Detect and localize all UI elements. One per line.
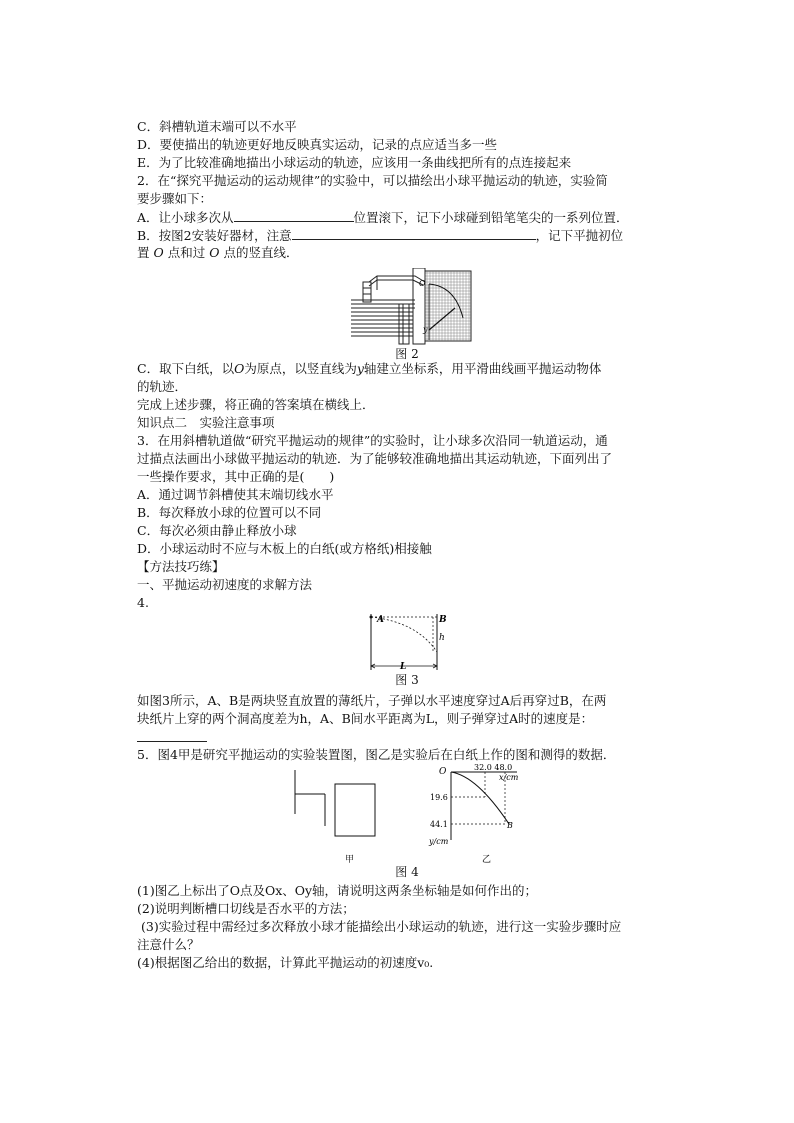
q2-step-c-mid: 为原点，以竖直线为 (244, 361, 357, 376)
q2-step-b-line2-prefix: 置 (137, 245, 150, 260)
q2-step-b-line2 (137, 244, 677, 262)
fig4-y-tick-2: 44.1 (430, 820, 448, 829)
figure-4-diagrams (137, 764, 677, 864)
fig4-point-b: B (507, 821, 513, 830)
q2-instruction: 完成上述步骤，将正确的答案填在横线上． (137, 397, 375, 412)
q2-step-a-blank[interactable] (234, 208, 354, 222)
q2-step-b-o1: O (153, 245, 164, 260)
label-a: A (377, 615, 384, 625)
figure-4-caption: 图 4 (395, 865, 419, 879)
q1-option-d: D．要使描出的轨迹更好地反映真实运动，记录的点应适当多一些 (137, 137, 498, 152)
q2-step-b-prefix: B．按图2安装好器材，注意 (137, 228, 292, 243)
fig4-jia-apparatus (295, 770, 375, 836)
fig4-label-jia: 甲 (345, 855, 355, 864)
chute (363, 276, 425, 302)
q2-step-b-o2: O (209, 245, 220, 260)
fig4-y-axis-label: y/cm (429, 837, 449, 846)
q5-sub-3a: (3)实验过程中需经过多次释放小球才能描绘出小球运动的轨迹，进行这一实验步骤时应 (141, 919, 622, 934)
fig4-x-ticks: 32.0 48.0 (474, 764, 513, 772)
figure-2 (137, 262, 677, 360)
q2-step-a (137, 208, 677, 226)
q4-number: 4. (137, 595, 149, 610)
q4-answer-blank[interactable] (137, 728, 207, 742)
fig4-y-tick-1: 19.6 (430, 793, 448, 802)
label-h: h (439, 633, 445, 643)
table (351, 300, 415, 344)
q2-step-c-o: O (234, 361, 245, 376)
method-section-title: 【方法技巧练】 (137, 559, 225, 574)
q5-sub-1: (1)图乙上标出了O点及Ox、Oy轴，请说明这两条坐标轴是如何作出的； (137, 883, 538, 898)
figure-3-caption: 图 3 (395, 673, 419, 687)
q2-stem-line1: 2．在“探究平抛运动的运动规律”的实验中，可以描绘出小球平抛运动的轨迹，实验简 (137, 173, 608, 188)
q5-sub-4: (4)根据图乙给出的数据，计算此平抛运动的初速度v₀. (137, 955, 434, 970)
q3-option-c: C．每次必须由静止释放小球 (137, 523, 297, 538)
method-subtitle: 一、平抛运动初速度的求解方法 (137, 577, 313, 592)
q1-option-e: E．为了比较准确地描出小球运动的轨迹，应该用一条曲线把所有的点连接起来 (137, 155, 572, 170)
q2-step-a-prefix: A．让小球多次从 (137, 210, 234, 225)
fig4-origin-label: O (439, 767, 447, 777)
q2-step-c-y: y (356, 361, 364, 376)
section-2-title: 知识点二 实验注意事项 (137, 415, 275, 430)
fig4-label-yi: 乙 (482, 855, 492, 864)
q3-option-b: B．每次释放小球的位置可以不同 (137, 505, 322, 520)
q2-step-b-line2-mid: 点和过 (167, 245, 206, 260)
figure-4 (137, 764, 677, 882)
q2-step-c-line2: 的轨迹． (137, 379, 188, 394)
q3-stem-line1: 3．在用斜槽轨道做“研究平抛运动的规律”的实验时，让小球多次沿同一轨道运动，通 (137, 433, 608, 448)
bullet-paper-diagram (137, 612, 677, 676)
q2-step-c-suffix: 轴建立坐标系，用平滑曲线画平抛运动物体 (363, 361, 602, 376)
q2-step-b-blank[interactable] (292, 226, 536, 240)
q4-answer-line (137, 728, 677, 746)
q1-option-c: C．斜槽轨道末端可以不水平 (137, 119, 297, 134)
q2-stem-line2: 要步骤如下： (137, 191, 213, 206)
label-l: L (400, 662, 407, 672)
q4-text-line2: 块纸片上穿的两个洞高度差为h，A、B间水平距离为L，则子弹穿过A时的速度是： (137, 711, 594, 726)
q3-stem-line2: 过描点法画出小球做平抛运动的轨迹．为了能够较准确地描出其运动轨迹，下面列出了 (137, 451, 613, 466)
q5-sub-2: (2)说明判断槽口切线是否水平的方法； (137, 901, 355, 916)
q2-step-b (137, 226, 677, 244)
q5-sub-3b: 注意什么？ (137, 937, 200, 952)
q3-stem-line3: 一些操作要求，其中正确的是( ) (137, 469, 335, 484)
q2-step-c (137, 360, 677, 378)
q3-option-a: A．通过调节斜槽使其末端切线水平 (137, 487, 334, 502)
label-b: B (439, 615, 447, 625)
fig2-label-y: y (423, 325, 428, 334)
q2-step-b-suffix: ，记下平抛初位 (535, 228, 624, 243)
figure-2-caption: 图 2 (395, 347, 419, 361)
q2-step-a-suffix: 位置滚下，记下小球碰到铅笔笔尖的一系列位置． (353, 210, 629, 225)
q5-stem: 5．图4甲是研究平抛运动的实验装置图，图乙是实验后在白纸上作的图和测得的数据． (137, 747, 616, 762)
q4-text-line1: 如图3所示，A、B是两块竖直放置的薄纸片，子弹以水平速度穿过A后再穿过B，在两 (137, 693, 607, 708)
fig2-label-o: O (419, 279, 426, 288)
figure-3 (137, 612, 677, 692)
fig4-x-axis-label: x/cm (499, 773, 519, 782)
q2-step-b-line2-suffix: 点的竖直线． (223, 245, 299, 260)
worksheet-page (137, 118, 677, 972)
q2-step-c-prefix: C．取下白纸，以 (137, 361, 235, 376)
apparatus-diagram (137, 268, 677, 350)
q3-option-d: D．小球运动时不应与木板上的白纸(或方格纸)相接触 (137, 541, 432, 556)
